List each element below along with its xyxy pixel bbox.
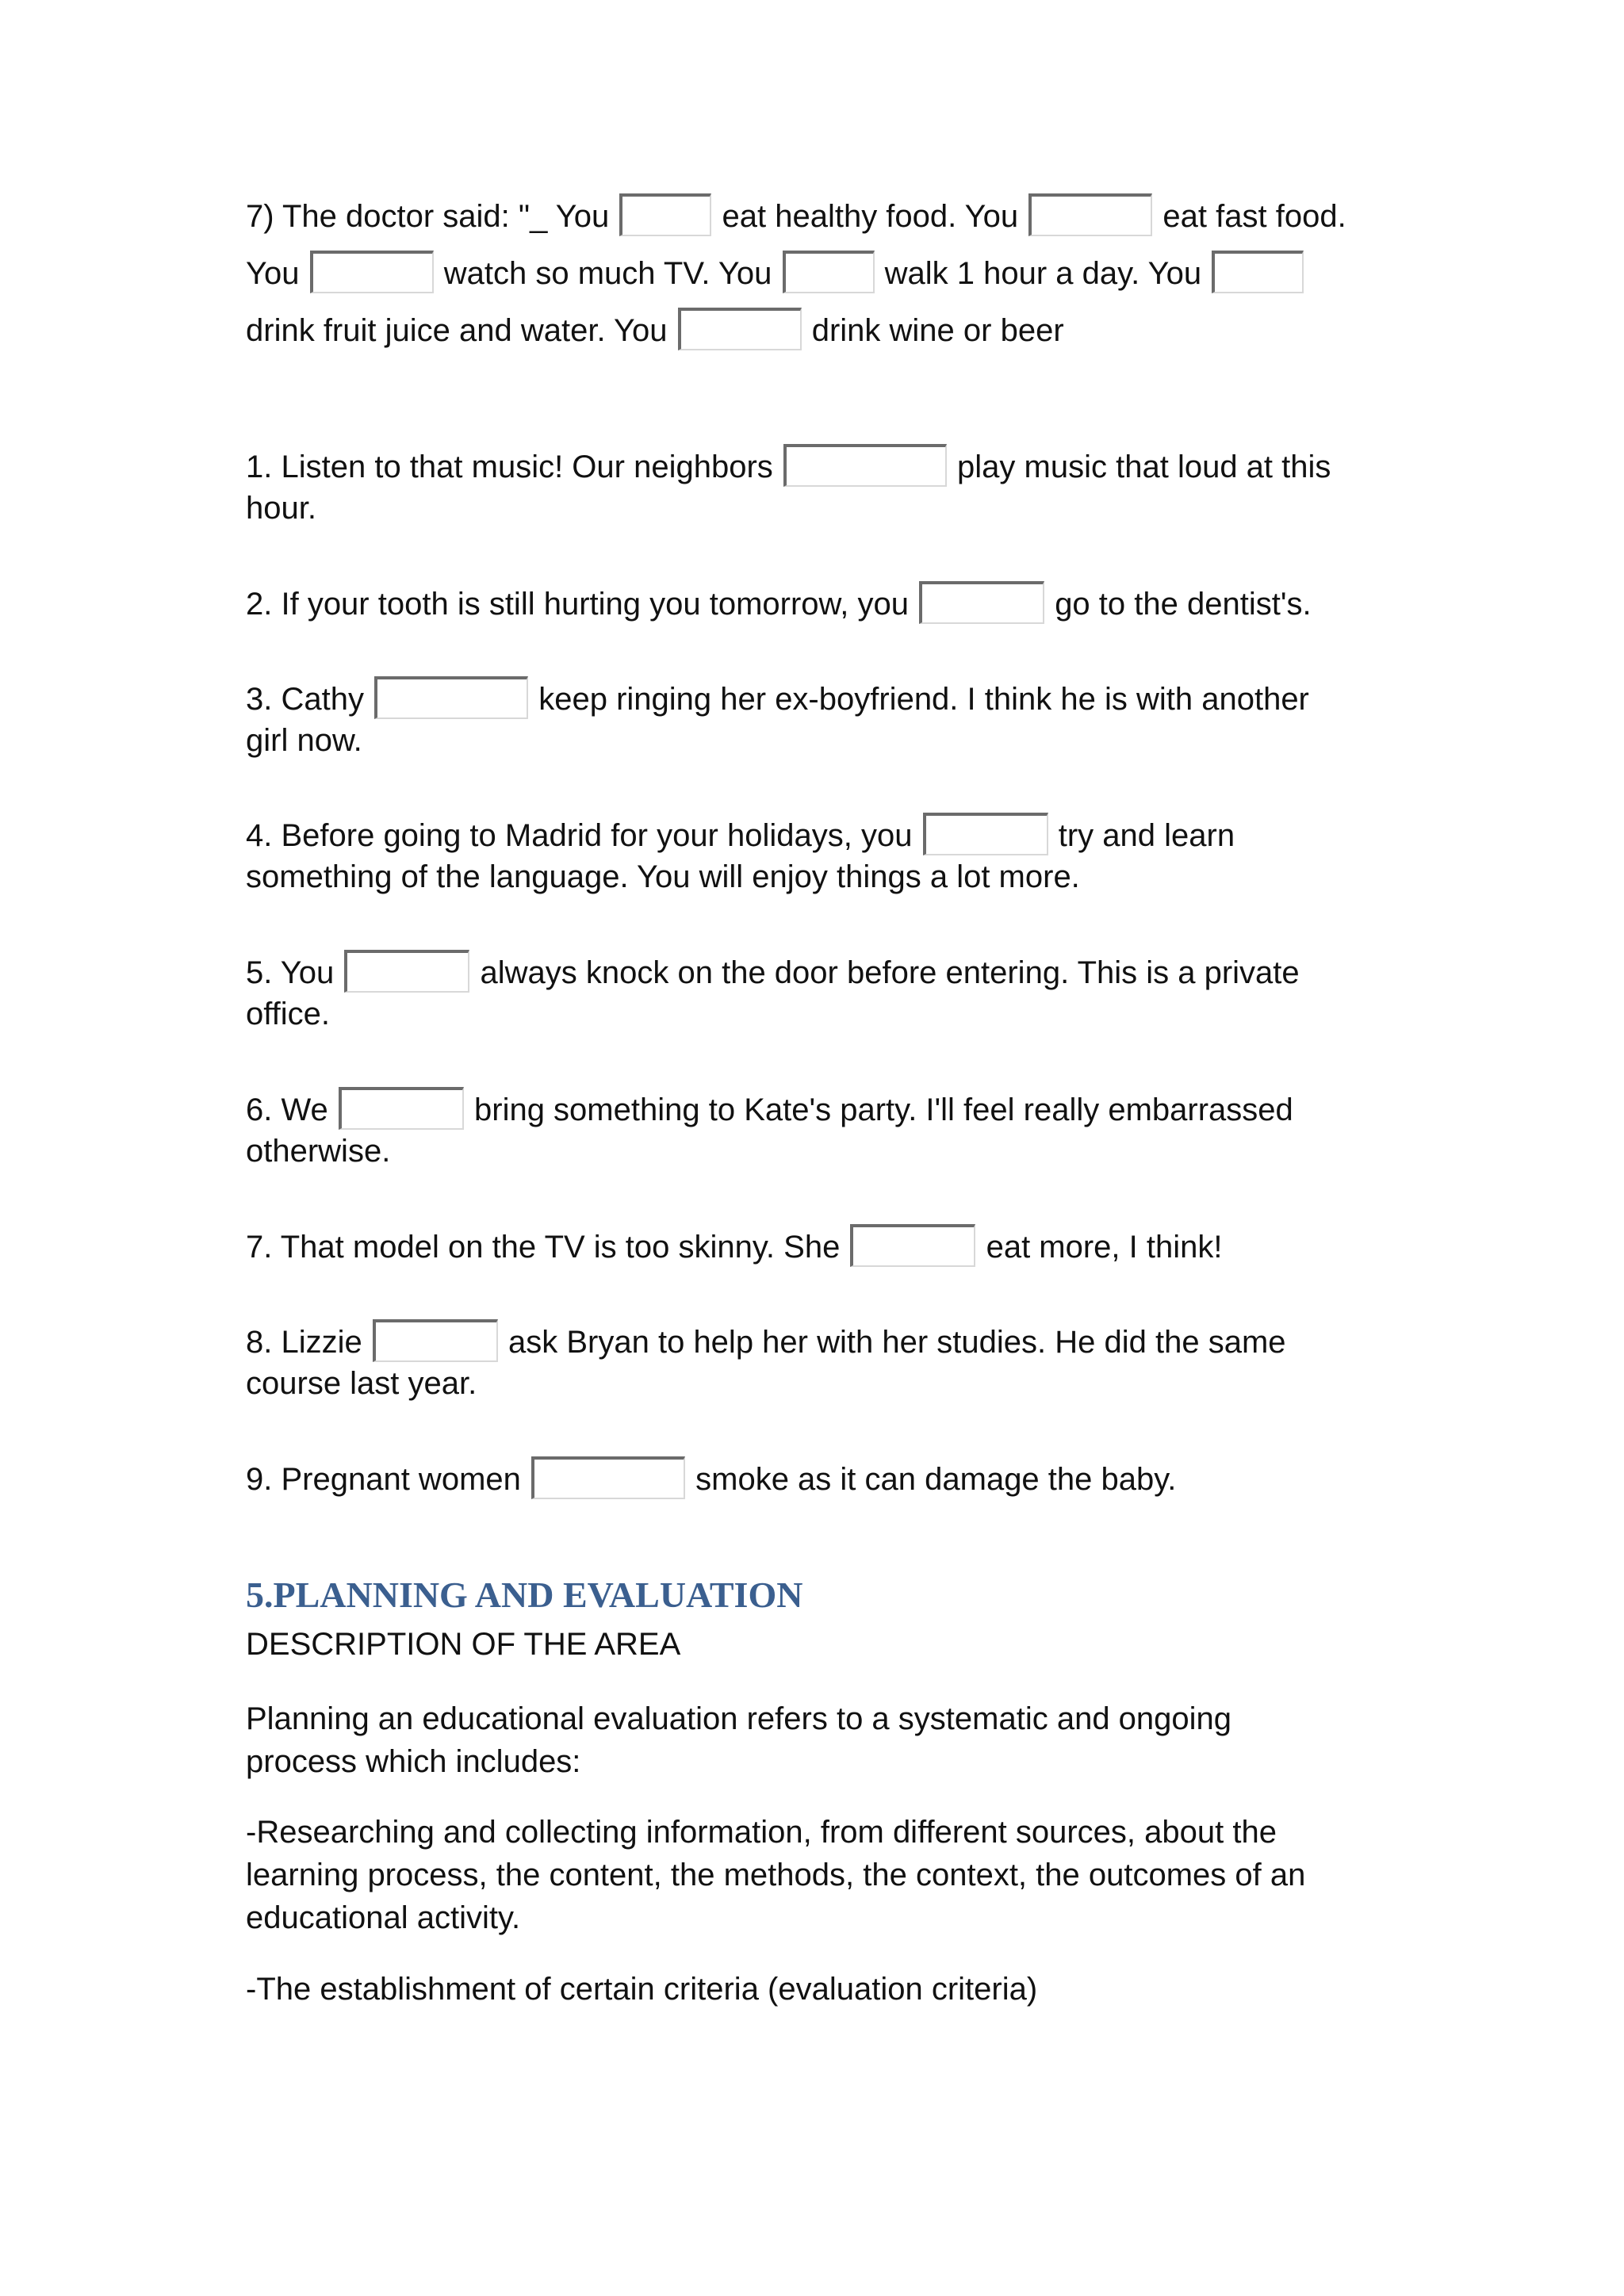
- exercise-text: 7) The doctor said: "_ You: [246, 199, 610, 234]
- section-subheading: DESCRIPTION OF THE AREA: [246, 1627, 681, 1662]
- doctor-line-2: [246, 251, 1388, 308]
- exercise-text: office.: [246, 997, 330, 1031]
- question-line: [246, 1130, 1388, 1173]
- question-9: [246, 1456, 1388, 1499]
- exercise-text: eat fast food.: [1162, 199, 1346, 234]
- exercise-text: You: [246, 256, 300, 291]
- answer-blank-d4[interactable]: [783, 251, 875, 293]
- exercise-text: 7. That model on the TV is too skinny. She: [246, 1230, 841, 1265]
- exercise-text: 1. Listen to that music! Our neighbors: [246, 450, 773, 484]
- answer-blank-1[interactable]: [783, 444, 947, 487]
- question-line: [246, 1362, 1388, 1405]
- paragraph-line: -Researching and collecting information, from different sources, about the: [246, 1815, 1277, 1850]
- section-heading: 5.PLANNING AND EVALUATION: [246, 1575, 803, 1615]
- exercise-text: 2. If your tooth is still hurting you tomorrow, you: [246, 587, 909, 622]
- exercise-text: try and learn: [1058, 818, 1235, 853]
- exercise-text: ask Bryan to help her with her studies. He did the same: [508, 1325, 1286, 1360]
- exercise-text: always knock on the door before entering. This is a private: [480, 955, 1300, 990]
- exercise-text: girl now.: [246, 723, 362, 758]
- question-line: [246, 444, 1388, 487]
- exercise-text: something of the language. You will enjoy things a lot more.: [246, 859, 1080, 894]
- question-line: [246, 1087, 1388, 1130]
- question-line: [246, 1224, 1388, 1267]
- exercise-text: hour.: [246, 491, 316, 526]
- exercise-text: 6. We: [246, 1093, 328, 1127]
- paragraph-line: learning process, the content, the methods, the context, the outcomes of an: [246, 1858, 1306, 1892]
- answer-blank-6[interactable]: [339, 1087, 464, 1130]
- answer-blank-d3[interactable]: [310, 251, 434, 293]
- exercise-text: course last year.: [246, 1366, 477, 1401]
- paragraph-line: -The establishment of certain criteria (evaluation criteria): [246, 1972, 1038, 2007]
- answer-blank-2[interactable]: [919, 581, 1044, 624]
- exercise-text: walk 1 hour a day. You: [884, 256, 1202, 291]
- exercise-text: drink fruit juice and water. You: [246, 313, 668, 348]
- paragraph-2: [246, 1811, 1305, 1939]
- exercise-text: otherwise.: [246, 1134, 391, 1169]
- question-line: [246, 813, 1388, 855]
- question-7: [246, 1224, 1388, 1267]
- doctor-line-1: [246, 193, 1388, 251]
- paragraph-line: educational activity.: [246, 1900, 521, 1935]
- answer-blank-4[interactable]: [923, 813, 1048, 855]
- exercise-text: go to the dentist's.: [1055, 587, 1312, 622]
- answer-blank-8[interactable]: [373, 1319, 498, 1362]
- question-line: [246, 1456, 1388, 1499]
- exercise-text: 5. You: [246, 955, 335, 990]
- question-5: [246, 950, 1388, 1035]
- exercise-text: 8. Lizzie: [246, 1325, 362, 1360]
- answer-blank-5[interactable]: [344, 950, 469, 993]
- answer-blank-d5[interactable]: [1212, 251, 1304, 293]
- doctor-line-3: [246, 308, 1388, 365]
- exercise-text: bring something to Kate's party. I'll feel really embarrassed: [474, 1093, 1293, 1127]
- paragraph-3: [246, 1968, 1037, 2011]
- question-line: [246, 993, 1388, 1035]
- answer-blank-d6[interactable]: [678, 308, 802, 350]
- question-2: [246, 581, 1388, 624]
- question-line: [246, 719, 1388, 762]
- answer-blank-7[interactable]: [850, 1224, 975, 1267]
- doctor-exercise: [246, 193, 1388, 365]
- exercise-text: 3. Cathy: [246, 682, 364, 717]
- question-1: [246, 444, 1388, 530]
- question-line: [246, 950, 1388, 993]
- exercise-text: play music that loud at this: [957, 450, 1331, 484]
- paragraph-line: process which includes:: [246, 1744, 581, 1779]
- answer-blank-d1[interactable]: [619, 193, 711, 236]
- paragraph-1: [246, 1697, 1231, 1783]
- exercise-text: smoke as it can damage the baby.: [695, 1462, 1177, 1497]
- question-4: [246, 813, 1388, 898]
- question-3: [246, 676, 1388, 762]
- paragraph-line: Planning an educational evaluation refers to a systematic and ongoing: [246, 1701, 1232, 1736]
- exercise-text: watch so much TV. You: [443, 256, 772, 291]
- question-6: [246, 1087, 1388, 1173]
- question-line: [246, 1319, 1388, 1362]
- answer-blank-d2[interactable]: [1028, 193, 1152, 236]
- question-line: [246, 581, 1388, 624]
- exercise-text: eat healthy food. You: [722, 199, 1019, 234]
- question-line: [246, 487, 1388, 530]
- exercise-text: eat more, I think!: [986, 1230, 1223, 1265]
- question-8: [246, 1319, 1388, 1405]
- exercise-text: 4. Before going to Madrid for your holidays, you: [246, 818, 913, 853]
- exercise-text: drink wine or beer: [811, 313, 1064, 348]
- exercise-text: 9. Pregnant women: [246, 1462, 521, 1497]
- question-line: [246, 676, 1388, 719]
- question-line: [246, 855, 1388, 898]
- answer-blank-3[interactable]: [374, 676, 528, 719]
- exercise-text: keep ringing her ex-boyfriend. I think he is with another: [538, 682, 1309, 717]
- answer-blank-9[interactable]: [531, 1456, 685, 1499]
